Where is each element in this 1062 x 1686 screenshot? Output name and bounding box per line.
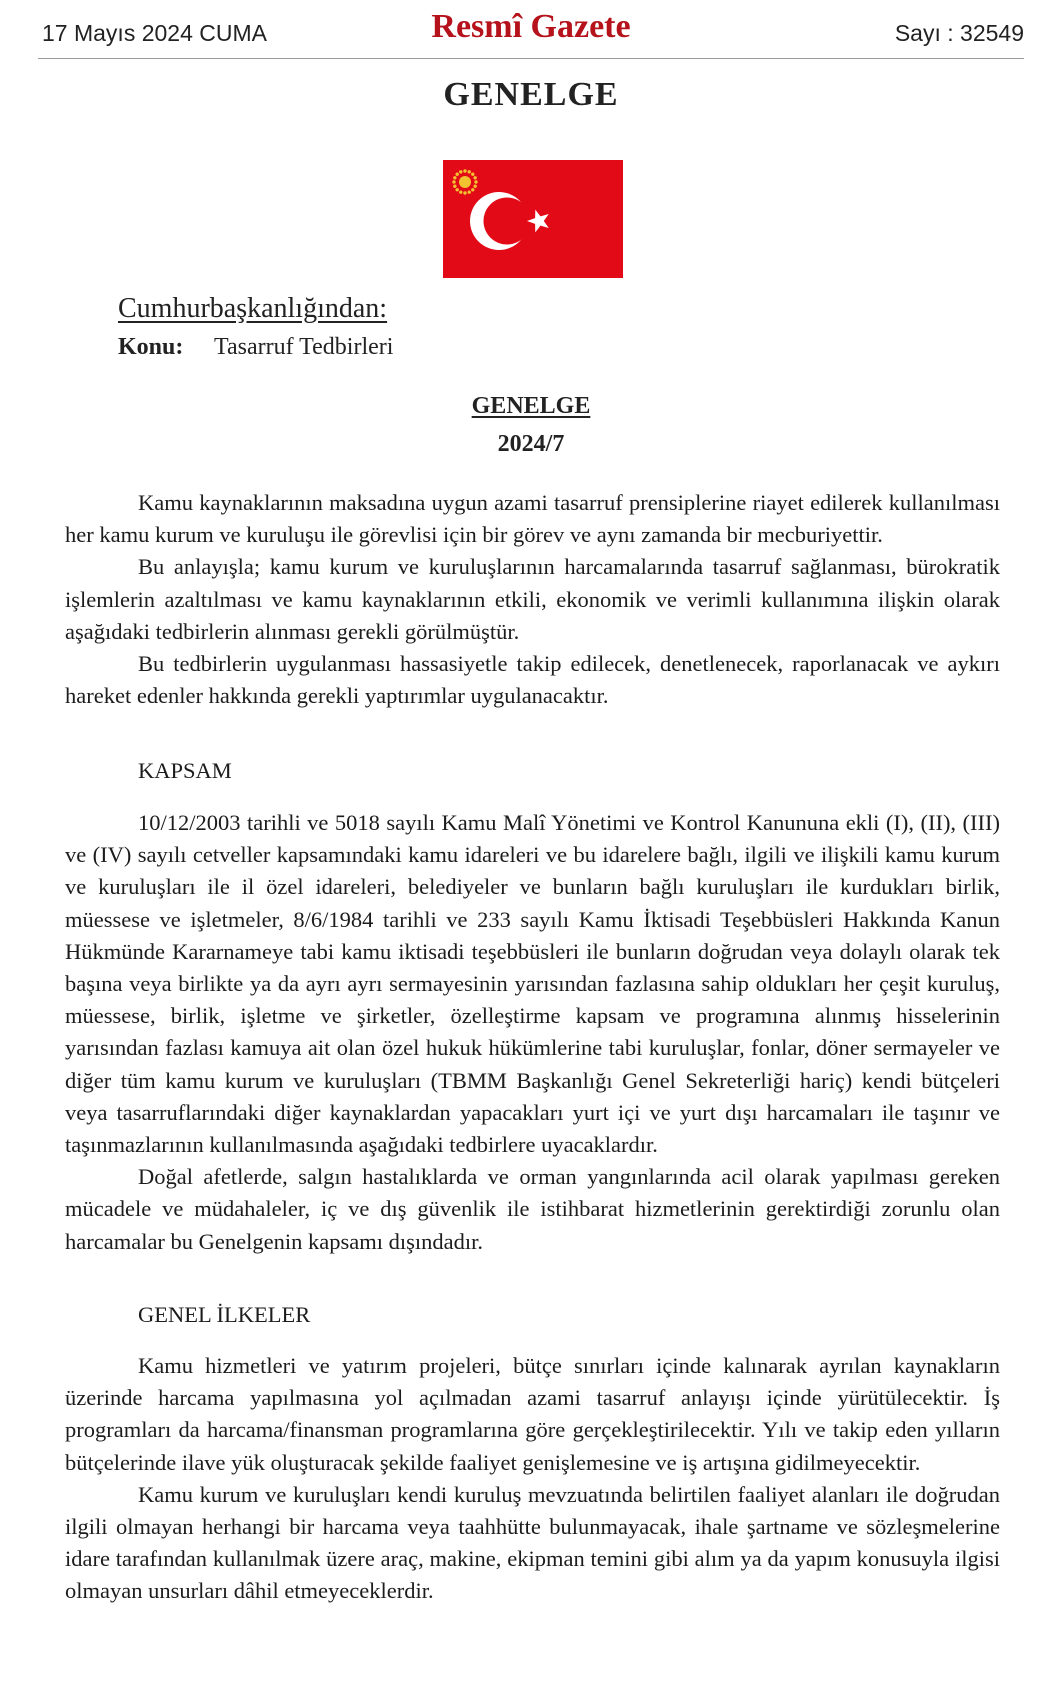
issuer: Cumhurbaşkanlığından:	[118, 293, 388, 324]
intro-block	[65, 487, 1000, 712]
scope-block	[65, 807, 1000, 1258]
seal-sun-core	[459, 176, 471, 188]
circular-heading: GENELGE	[471, 393, 591, 419]
subject-line	[118, 334, 393, 361]
header-divider	[38, 58, 1024, 59]
seal-star-dot	[463, 169, 466, 172]
newspaper-title: Resmî Gazete	[431, 8, 631, 45]
paragraph: Bu tedbirlerin uygulanması hassasiyetle takip edilecek, denetlenecek, raporlanacak ve aykırı hareket edenler hakkında gerekli yaptırımlar uygulanacaktır.	[65, 651, 1000, 709]
turkish-flag-emblem	[443, 160, 623, 278]
seal-star-dot	[463, 191, 466, 194]
paragraph: Kamu kurum ve kuruluşları kendi kuruluş mevzuatında belirtilen faaliyet alanları ile doğrudan ilgili olmayan herhangi bir harcama veya taahhütte bulunmayacak, ihale şartname ve sözleşmelerine idare tarafından kullanılmak üzere araç, makine, ekipman temini gibi alım ya da yapım konusuyla ilgisi olmayan unsurları dâhil etmeyeceklerdir.	[65, 1481, 1000, 1604]
seal-star-dot	[471, 188, 474, 191]
publication-date: 17 Mayıs 2024 CUMA	[42, 20, 267, 46]
principles-block	[65, 1350, 1000, 1608]
issue-number: Sayı : 32549	[894, 20, 1024, 46]
section-heading: GENEL İLKELER	[138, 1302, 311, 1327]
crescent-cutout	[484, 198, 531, 245]
seal-star-dot	[452, 180, 455, 183]
seal-star-dot	[473, 176, 476, 179]
seal-star-dot	[474, 180, 477, 183]
seal-star-dot	[456, 188, 459, 191]
subject-value: Tasarruf Tedbirleri	[214, 334, 394, 360]
seal-star-dot	[453, 176, 456, 179]
seal-star-dot	[459, 170, 462, 173]
seal-star-dot	[459, 190, 462, 193]
seal-star-dot	[456, 173, 459, 176]
paragraph: Doğal afetlerde, salgın hastalıklarda ve orman yangınlarında acil olarak yapılması gereken mücadele ve müdahaleler, iç ve dış güvenlik ile istihbarat hizmetlerinin gerektirdiği zorunlu olan harcamalar bu Genelgenin kapsamı dışındadır.	[65, 1164, 1000, 1254]
section-heading: KAPSAM	[138, 758, 232, 783]
seal-star-dot	[471, 173, 474, 176]
paragraph: Bu anlayışla; kamu kurum ve kuruluşlarının harcamalarında tasarruf sağlanması, bürokratik işlemlerin azaltılması ve kamu kaynaklarının etkili, ekonomik ve verimli kullanımına ilişkin olarak aşağıdaki tedbirlerin alınması gerekli görülmüştür.	[65, 554, 1000, 644]
subject-label: Konu:	[118, 334, 184, 360]
paragraph: Kamu kaynaklarının maksadına uygun azami tasarruf prensiplerine riayet edilerek kullanılması her kamu kurum ve kuruluşu ile görevlisi için bir görev ve aynı zamanda bir mecburiyettir.	[65, 490, 1000, 548]
seal-star-dot	[468, 170, 471, 173]
paragraph: Kamu hizmetleri ve yatırım projeleri, bütçe sınırları içinde kalınarak ayrılan kaynakların üzerinde harcama yapılmasına yol açılmadan azami tasarruf anlayışı içinde yürütülecektir. İş programları da harcama/finansman programlarına göre gerçekleştirilecektir. Yılı ve takip eden yılların bütçelerinde ilave yük oluşturacak şekilde faaliyet genişlemesine ve iş artışına gidilmeyecektir.	[65, 1353, 1000, 1475]
document-type: GENELGE	[443, 76, 619, 113]
seal-star-dot	[473, 185, 476, 188]
seal-star-dot	[453, 185, 456, 188]
circular-number: 2024/7	[497, 431, 565, 457]
seal-star-dot	[468, 190, 471, 193]
paragraph: 10/12/2003 tarihli ve 5018 sayılı Kamu Malî Yönetimi ve Kontrol Kanununa ekli (I), (II), (III) ve (IV) sayılı cetveller kapsamındaki kamu idareleri ve bu idarelere bağlı, ilgili ve ilişkili kamu kurum ve kuruluşları ile il özel idareleri, belediyeler ve bunların bağlı kuruluşları ile kurdukları birlik, müessese ve işletmeler, 8/6/1984 tarihli ve 233 sayılı Kamu İktisadi Teşebbüsleri Hakkında Kanun Hükmünde Kararnameye tabi kamu iktisadi teşebbüsleri ile bunların doğrudan veya dolaylı olarak tek başına veya birlikte ya da ayrı ayrı sermayesinin yarısından fazlasına sahip oldukları her çeşit kuruluş, müessese, birlik, işletme ve şirketler, özelleştirme kapsam ve programına alınmış hisselerinin yarısından fazlası kamuya ait olan özel hukuk hükümlerine tabi kuruluşlar, fonlar, döner sermayeler ve diğer tüm kamu kurum ve kuruluşları (TBMM Başkanlığı Genel Sekreterliği hariç) kendi bütçeleri veya tasarruflarındaki diğer kaynaklardan yapacakları yurt içi ve yurt dışı harcamaları ile taşınır ve taşınmazlarının kullanılmasında aşağıdaki tedbirlere uyacaklardır.	[65, 810, 1000, 1158]
